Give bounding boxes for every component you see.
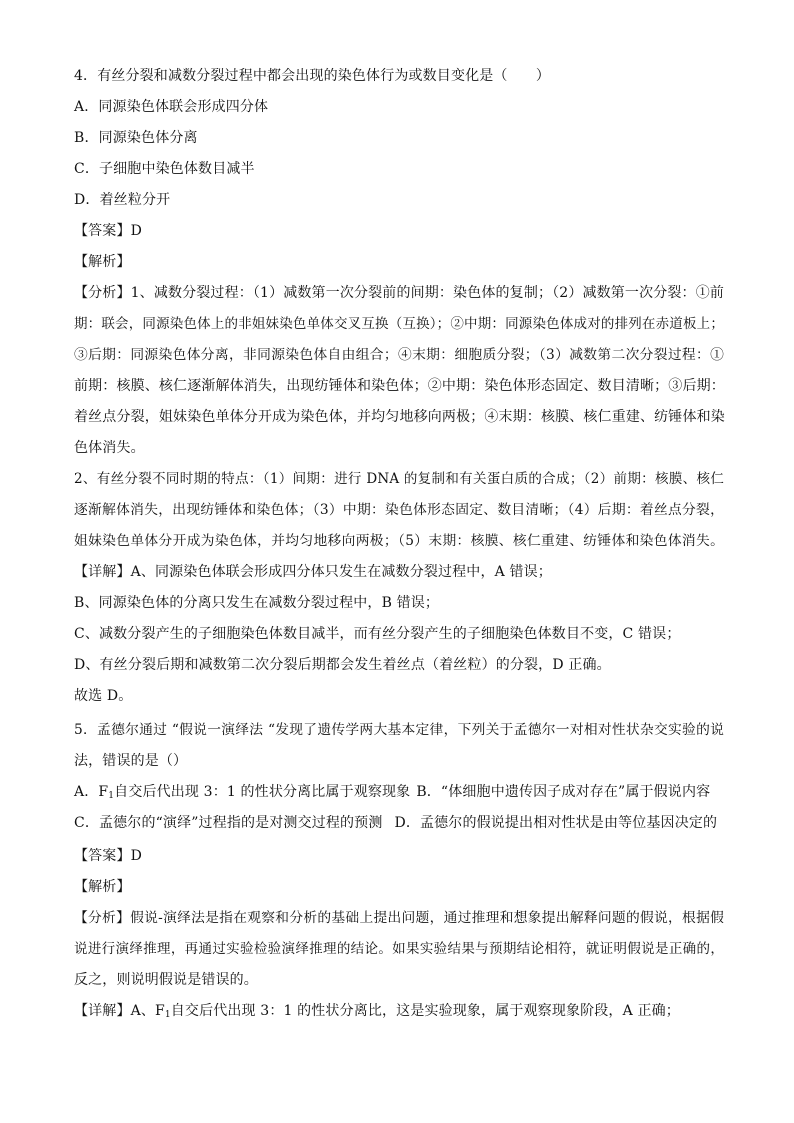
q5-option-b: B．“体细胞中遗传因子成对存在”属于假说内容 [416,784,711,800]
q4-fenxi-line: 期：联会，同源染色体上的非姐妹染色单体交叉互换（互换）；②中期：同源染色体成对的排列在赤道板上； [74,316,724,332]
q5-stem-line: 5．孟德尔通过 “假说一演绎法 “发现了遗传学两大基本定律，下列关于孟德尔一对相对性状杂交实验的说 [74,722,724,738]
q4-option-b: B．同源染色体分离 [74,130,198,146]
q4-fenxi-line: 姐妹染色单体分开成为染色体，并均匀地移向两极；（5）末期：核膜、核仁重建、纺锤体和染色体消失。 [74,533,724,549]
q4-fenxi-line: 2、有丝分裂不同时期的特点：（1）间期：进行 DNA 的复制和有关蛋白质的合成；（2）前期：核膜、核仁 [74,471,724,487]
q4-xiangjie-line: C、减数分裂产生的子细胞染色体数目减半，而有丝分裂产生的子细胞染色体数目不变，C 错误； [74,626,681,642]
q5-xiangjie-line: 【详解】A、$F_1$自交后代出现 3：1 的性状分离比，这是实验现象，属于观察现象阶段，A 正确； [74,1003,680,1020]
q5-option-c: C．孟德尔的“演绎”过程指的是对测交过程的预测 [74,815,383,831]
q4-fenxi-line: 色体消失。 [74,440,145,456]
q4-option-c: C．子细胞中染色体数目减半 [74,161,255,177]
q4-option-d: D．着丝粒分开 [74,192,171,208]
q4-fenxi-line: 逐渐解体消失，出现纺锤体和染色体；（3）中期：染色体形态固定、数目清晰；（4）后期：着丝点分裂， [74,502,724,518]
q4-analysis-label: 【解析】 [74,254,131,270]
q5-fenxi-line: 说进行演绎推理，再通过实验检验演绎推理的结论。如果实验结果与预期结论相符，就证明假说是正确的， [74,941,724,957]
q4-fenxi-line: 【分析】1、减数分裂过程：（1）减数第一次分裂前的间期：染色体的复制；（2）减数第一次分裂：①前 [74,285,724,301]
q4-xiangjie-line: B、同源染色体的分离只发生在减数分裂过程中，B 错误； [74,595,440,611]
q4-fenxi-line: 前期：核膜、核仁逐渐解体消失，出现纺锤体和染色体；②中期：染色体形态固定、数目清晰；③后期： [74,378,725,394]
q4-fenxi-line: ③后期：同源染色体分离，非同源染色体自由组合；④末期：细胞质分裂；（3）减数第二次分裂过程：① [74,347,724,363]
q5-fenxi-line: 反之，则说明假说是错误的。 [74,972,258,988]
q5-option-d: D．孟德尔的假说提出相对性状是由等位基因决定的 [394,815,718,831]
q5-answer: 【答案】D [74,848,142,864]
q5-options-row-2 [74,813,724,833]
q5-stem-line: 法，错误的是（） [74,753,188,769]
q5-option-a: A．$F_1$自交后代出现 3：1 的性状分离比属于观察现象 [74,784,411,801]
q4-fenxi-line: 着丝点分裂，姐妹染色单体分开成为染色体，并均匀地移向两极；④末期：核膜、核仁重建、纺锤体和染 [74,409,725,425]
q4-answer: 【答案】D [74,223,142,239]
q4-stem: 4．有丝分裂和减数分裂过程中都会出现的染色体行为或数目变化是（ ） [74,68,551,84]
q4-option-a: A．同源染色体联会形成四分体 [74,99,269,115]
q4-xiangjie-line: D、有丝分裂后期和减数第二次分裂后期都会发生着丝点（着丝粒）的分裂，D 正确。 [74,657,611,673]
q5-fenxi-line: 【分析】假说-演绎法是指在观察和分析的基础上提出问题，通过推理和想象提出解释问题的假说，根据假 [74,910,724,926]
q4-xiangjie-line: 【详解】A、同源染色体联会形成四分体只发生在减数分裂过程中，A 错误； [74,564,552,580]
q4-xiangjie-line: 故选 D。 [74,688,133,704]
q5-analysis-label: 【解析】 [74,879,131,895]
q5-options-row-1 [74,782,724,802]
